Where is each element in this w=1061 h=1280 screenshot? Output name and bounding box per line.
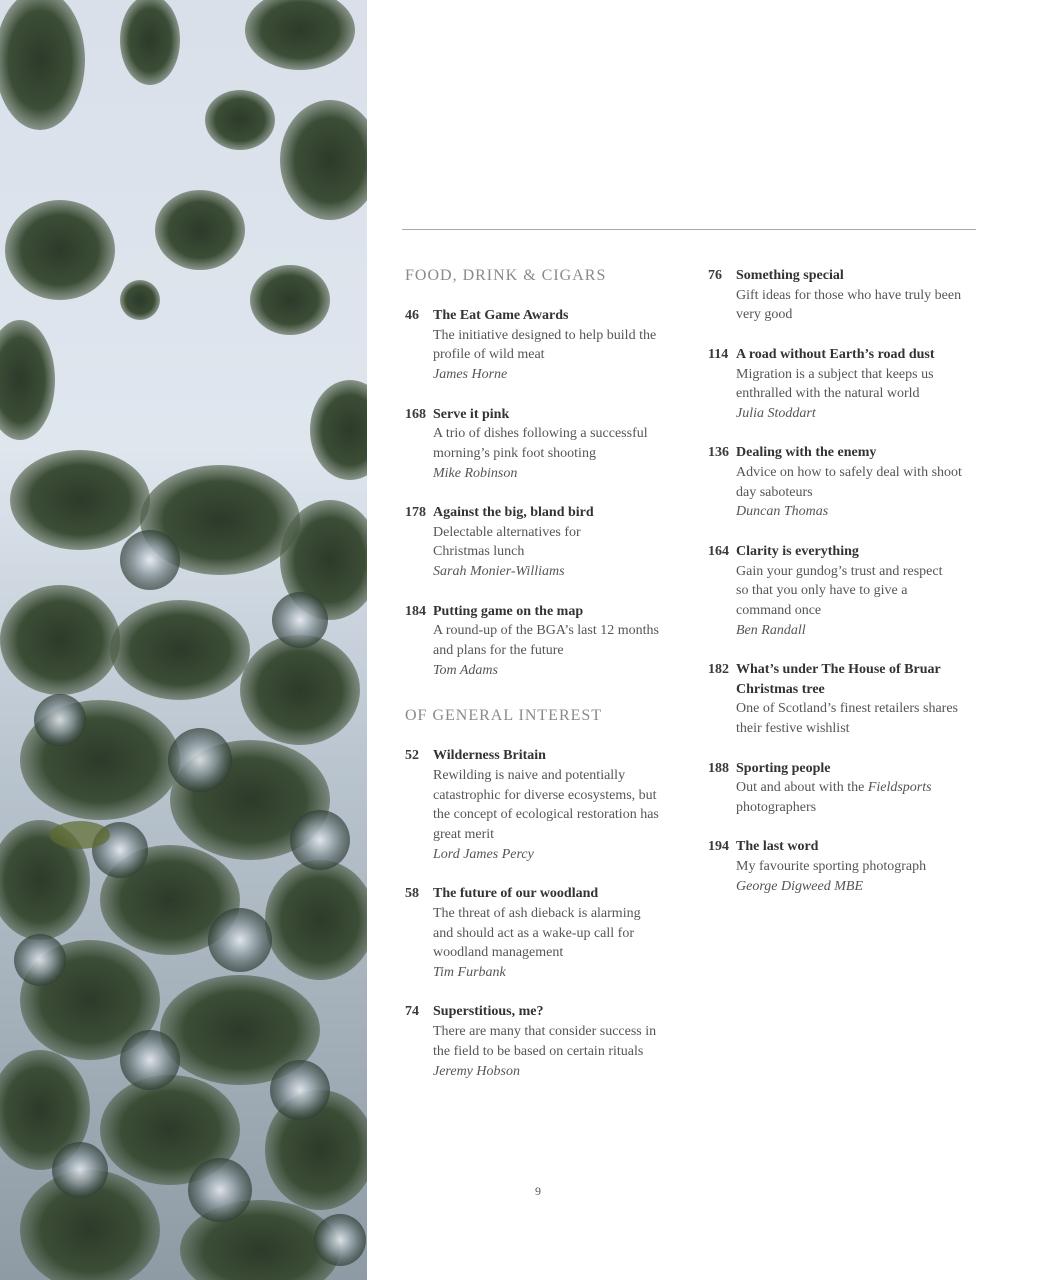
entry-desc-line: A trio of dishes following a successful [433,426,648,442]
entry-desc-line: and should act as a wake-up call for [433,925,634,941]
toc-entry[interactable] [405,405,675,484]
entry-title: Against the big, bland bird [433,505,594,520]
entry-desc-line: command once [736,602,822,618]
entry-desc-line: very good [736,307,793,323]
entry-desc-text: Out and about with the [736,780,868,796]
entry-title: Something special [736,268,844,283]
entry-desc-line: morning’s pink foot shooting [433,445,596,461]
entry-page-number: 178 [405,505,426,520]
entry-desc-line: Advice on how to safely deal with shoot [736,465,962,480]
entry-desc-line: so that you only have to give a [736,583,908,599]
entry-author: Julia Stoddart [736,405,816,421]
entry-desc-line [736,778,978,798]
toc-entry[interactable] [708,542,978,641]
entry-page-number: 46 [405,308,419,323]
entry-desc-line: Delectable alternatives for [433,524,581,540]
toc-entry[interactable] [708,266,978,325]
entry-author: Mike Robinson [433,465,518,481]
entry-author: Ben Randall [736,622,806,638]
entry-page-number: 184 [405,603,426,619]
entry-page-number: 182 [708,662,729,677]
entry-title: Superstitious, me? [433,1004,544,1020]
entry-desc-line: A round-up of the BGA’s last 12 months [433,623,659,639]
toc-entry[interactable] [708,837,978,896]
entry-title: Dealing with the enemy [736,445,877,461]
entry-title: What’s under The House of Bruar [736,662,941,677]
toc-entry[interactable] [405,746,675,864]
entry-title-line2: Christmas tree [736,681,825,697]
entry-desc-line: My favourite sporting photograph [736,859,927,874]
toc-entry[interactable] [708,345,978,424]
entry-desc-line: photographers [736,799,817,815]
entry-page-number: 52 [405,748,419,764]
entry-desc-italic: Fieldsports [867,780,932,796]
entry-page-number: 114 [708,346,729,362]
entry-title: Putting game on the map [433,603,584,619]
toc-entry[interactable] [405,602,675,681]
page-number: 9 [535,1184,541,1198]
entry-desc-line: their festive wishlist [736,721,850,737]
entry-page-number: 58 [405,886,419,902]
toc-entry[interactable] [405,1002,675,1081]
entry-page-number: 74 [405,1004,419,1020]
aerial-forest-photo [0,0,367,1280]
entry-desc-line: profile of wild meat [433,347,545,363]
section-heading-general: OF GENERAL INTEREST [405,707,603,725]
entry-page-number: 188 [708,760,729,776]
entry-title: A road without Earth’s road dust [736,346,935,362]
entry-title: Sporting people [736,760,831,776]
entry-page-number: 76 [708,268,722,283]
snow-forest-illustration [0,0,367,1280]
entry-author: Tom Adams [433,662,498,678]
entry-desc-line: and plans for the future [433,642,564,658]
toc-entry[interactable] [708,660,978,739]
entry-title: Serve it pink [433,406,510,422]
entry-desc-line: day saboteurs [736,484,813,500]
entry-author: Jeremy Hobson [433,1063,520,1079]
entry-title: The Eat Game Awards [433,308,569,323]
entry-desc-line: great merit [433,827,495,843]
entry-desc-line: enthralled with the natural world [736,386,920,402]
entry-desc-line: the concept of ecological restoration has [433,807,659,823]
entry-title: The last word [736,839,819,855]
entry-page-number: 136 [708,445,729,461]
entry-title: Wilderness Britain [433,748,546,764]
toc-entry[interactable] [405,306,675,385]
entry-desc-line: The initiative designed to help build the [433,327,657,343]
entry-desc-line: woodland management [433,945,564,961]
entry-author: James Horne [433,367,508,383]
entry-author: Sarah Monier-Williams [433,564,565,580]
header-rule [402,229,976,230]
toc-entry[interactable] [405,503,675,582]
entry-title: The future of our woodland [433,886,599,902]
entry-desc-line: Gift ideas for those who have truly been [736,287,962,303]
entry-author: Lord James Percy [433,846,534,862]
entry-desc-line: the field to be based on certain rituals [433,1043,644,1059]
section-heading-food: FOOD, DRINK & CIGARS [405,267,607,284]
toc-entry[interactable] [405,884,675,983]
entry-desc-line: Migration is a subject that keeps us [736,366,934,382]
toc-entry[interactable] [708,443,978,522]
entry-desc-line: Rewilding is naive and potentially [433,768,626,784]
entry-page-number: 168 [405,406,426,422]
entry-author: George Digweed MBE [736,878,863,894]
entry-desc-line: One of Scotland’s finest retailers shares [736,701,958,717]
toc-entry[interactable] [708,759,978,818]
entry-page-number: 194 [708,839,729,855]
entry-page-number: 164 [708,543,729,559]
entry-desc-line: Gain your gundog’s trust and respect [736,563,943,579]
contents-column-left [405,266,675,1101]
contents-column-right [708,266,978,916]
entry-desc-line: There are many that consider success in [433,1024,657,1040]
entry-desc-line: Christmas lunch [433,544,525,560]
entry-desc-line: catastrophic for diverse ecosystems, but [433,787,657,803]
entry-desc-line: The threat of ash dieback is alarming [433,905,641,921]
entry-author: Duncan Thomas [736,504,829,520]
entry-author: Tim Furbank [433,965,506,981]
entry-title: Clarity is everything [736,543,859,559]
